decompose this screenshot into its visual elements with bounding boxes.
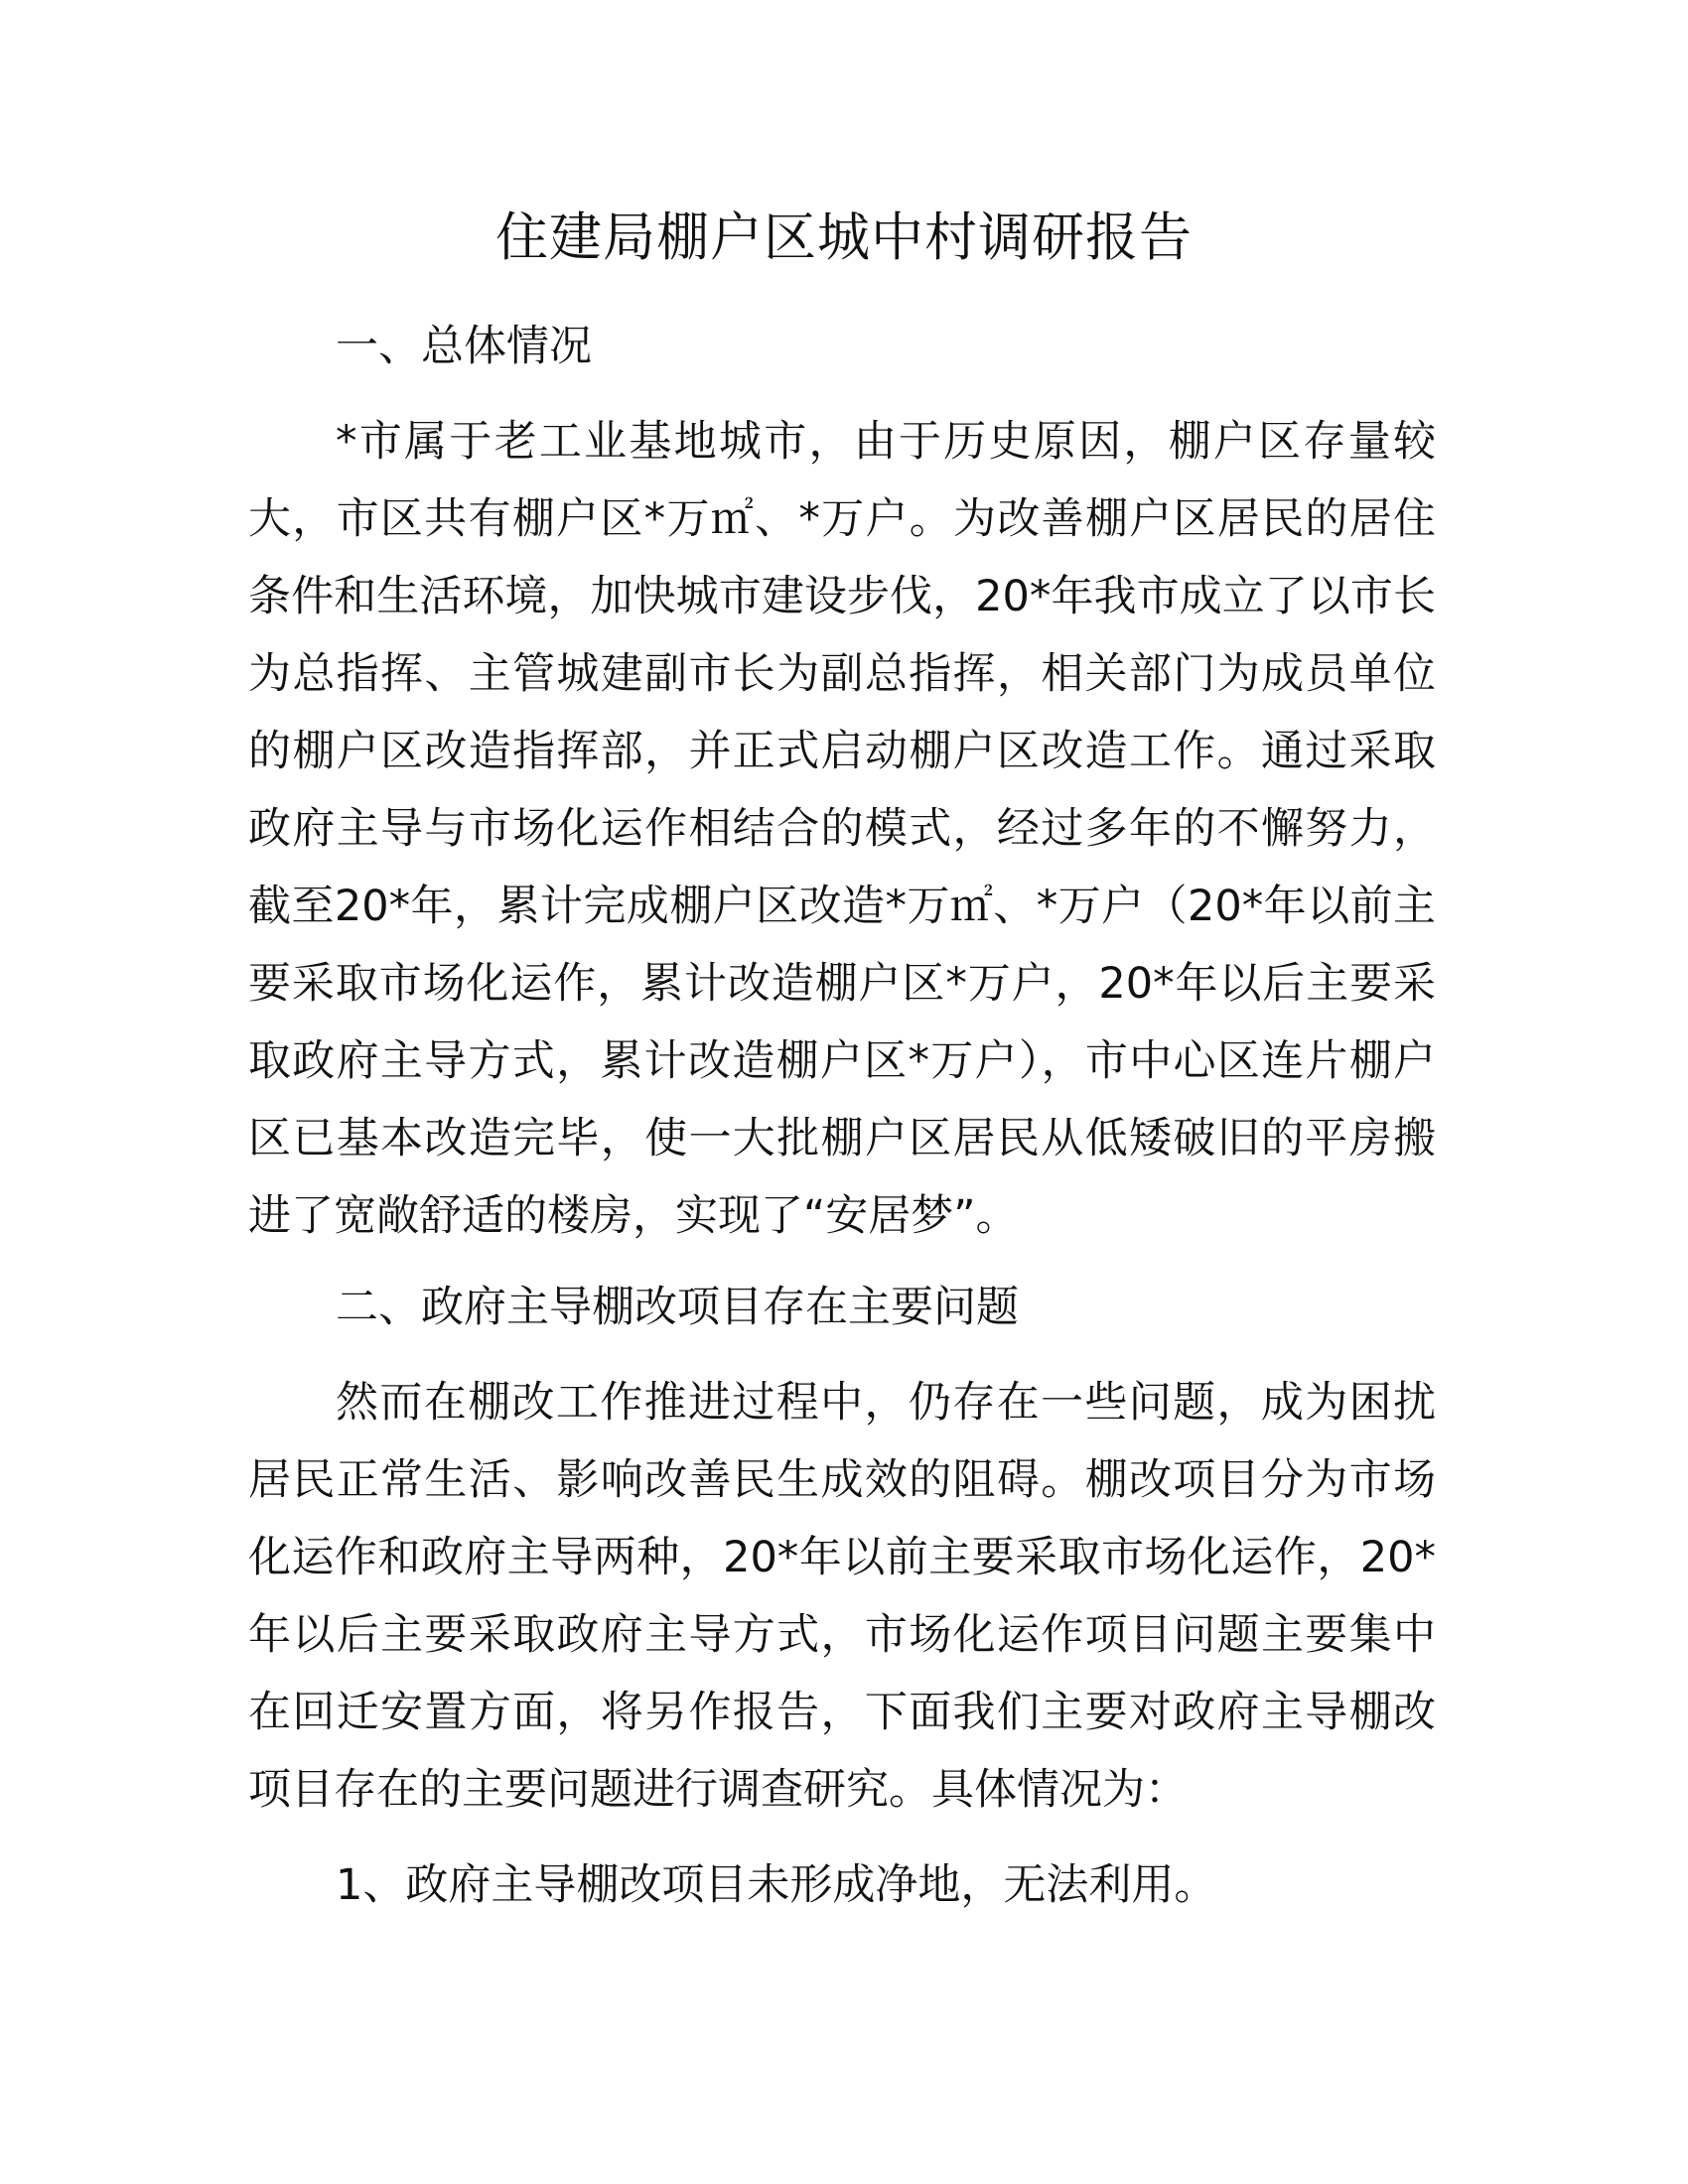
problems-paragraph: 然而在棚改工作推进过程中，仍存在一些问题，成为困扰居民正常生活、影响改善民生成效的阻碍。棚改项目分为市场化运作和政府主导两种，20*年以前主要采取市场化运作，20*年以后主要采取政府主导方式，市场化运作项目问题主要集中在回迁安置方面，将另作报告，下面我们主要对政府主导棚改项目存在的主要问题进行调查研究。具体情况为： (248, 1378, 1436, 1815)
section-heading-overview: 一、总体情况 (336, 322, 592, 371)
overview-paragraph: *市属于老工业基地城市，由于历史原因，棚户区存量较大，市区共有棚户区*万㎡、*万户。为改善棚户区居民的居住条件和生活环境，加快城市建设步伐，20*年我市成立了以市长为总指挥、主管城建副市长为副总指挥，相关部门为成员单位的棚户区改造指挥部，并正式启动棚户区改造工作。通过采取政府主导与市场化运作相结合的模式，经过多年的不懈努力，截至20*年，累计完成棚户区改造*万㎡、*万户（20*年以前主要采取市场化运作，累计改造棚户区*万户，20*年以后主要采取政府主导方式，累计改造棚户区*万户），市中心区连片棚户区已基本改造完毕，使一大批棚户区居民从低矮破旧的平房搬进了宽敞舒适的楼房，实现了“安居梦”。 (248, 417, 1436, 1241)
section-heading-problems: 二、政府主导棚改项目存在主要问题 (336, 1283, 1019, 1332)
document-title: 住建局棚户区城中村调研报告 (495, 207, 1193, 268)
document-body (248, 308, 1436, 1924)
subsection-heading-1: 1、政府主导棚改项目未形成净地，无法利用。 (336, 1860, 1217, 1910)
